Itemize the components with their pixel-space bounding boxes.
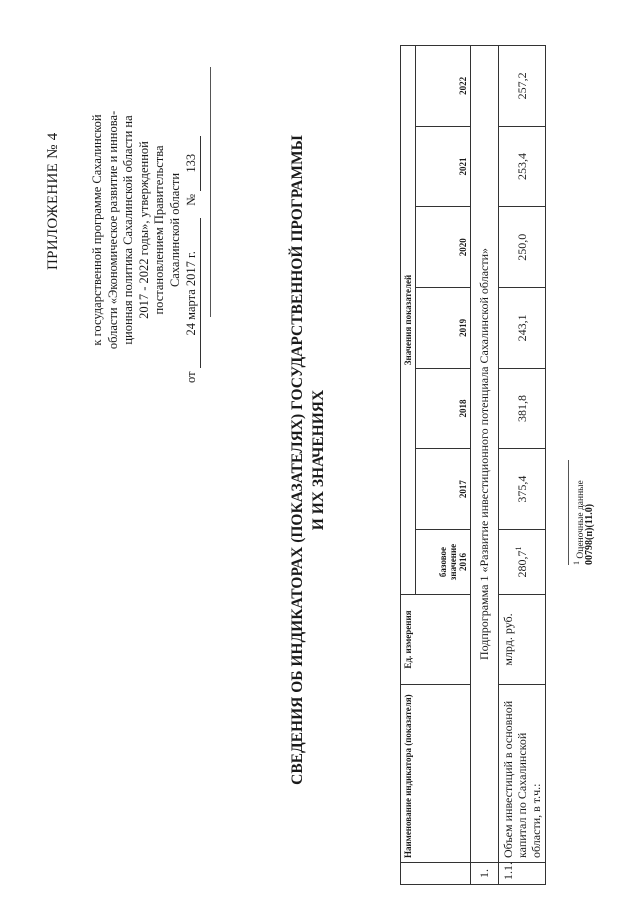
header-year: 2018 xyxy=(416,368,471,449)
header-base: базовое значение 2016 xyxy=(416,530,471,595)
subprogram-number: 1. xyxy=(471,863,499,885)
table-header-row xyxy=(401,46,416,885)
appendix-line: к государственной программе Сахалинской xyxy=(90,114,104,346)
header-year: 2021 xyxy=(416,126,471,207)
document-code: 00798(п)(11.0) xyxy=(584,503,595,565)
date-value: 24 марта 2017 г. xyxy=(184,218,201,368)
document-title-line-1: СВЕДЕНИЯ ОБ ИНДИКАТОРАХ (ПОКАЗАТЕЛЯХ) ГОСУДАРСТВЕННОЙ ПРОГРАММЫ xyxy=(289,135,306,785)
header-name: Наименование индикатора (показателя) xyxy=(401,685,471,863)
header-values-group: Значения показателей xyxy=(401,46,416,595)
row-value: 250,0 xyxy=(499,207,546,288)
appendix-line: области «Экономическое развитие и иннова- xyxy=(105,110,120,350)
row-value: 253,4 xyxy=(499,126,546,207)
number-value: 133 xyxy=(184,136,201,191)
appendix-title: ПРИЛОЖЕНИЕ № 4 xyxy=(45,132,61,270)
table-row xyxy=(499,46,546,885)
header-year: 2020 xyxy=(416,207,471,288)
document-title xyxy=(287,135,329,785)
subprogram-title: Подпрограмма 1 «Развитие инвестиционного потенциала Сахалинской области» xyxy=(471,46,499,863)
row-value: 381,8 xyxy=(499,368,546,449)
indicators-table xyxy=(400,45,546,885)
footnote-rule xyxy=(568,460,569,565)
subprogram-row xyxy=(471,46,499,885)
appendix-line: 2017 - 2022 годы», утвержденной xyxy=(136,141,151,319)
document-title-line-2: И ИХ ЗНАЧЕНИЯХ xyxy=(310,389,327,531)
row-base-value xyxy=(499,530,546,595)
appendix-line: постановлением Правительства xyxy=(152,145,166,315)
row-unit: млрд. руб. xyxy=(499,595,546,685)
header-number xyxy=(401,863,471,885)
footnote-mark: 1 xyxy=(572,561,581,565)
header-year: 2019 xyxy=(416,288,471,369)
header-year: 2022 xyxy=(416,46,471,127)
row-number: 1.1. xyxy=(499,863,546,885)
top-rule xyxy=(210,67,211,317)
header-unit: Ед. измерения xyxy=(401,595,471,685)
row-value: 375,4 xyxy=(499,449,546,530)
row-value: 257,2 xyxy=(499,46,546,127)
row-indicator-name: Объем инвестиций в основной капитал по Сахалинской области, в т.ч.: xyxy=(499,685,546,863)
number-prefix: № xyxy=(184,193,198,206)
appendix-line: ционная политика Сахалинской области на xyxy=(121,115,135,345)
footnote-ref: 1 xyxy=(514,546,523,551)
appendix-date-line xyxy=(184,75,201,385)
date-prefix: от xyxy=(184,371,198,383)
footnote-text: Оценочные данные xyxy=(576,480,587,559)
base-value-text: 280,7 xyxy=(515,550,529,578)
row-value: 243,1 xyxy=(499,288,546,369)
appendix-text xyxy=(90,75,201,385)
appendix-line: Сахалинской области xyxy=(167,172,182,288)
header-year: 2017 xyxy=(416,449,471,530)
